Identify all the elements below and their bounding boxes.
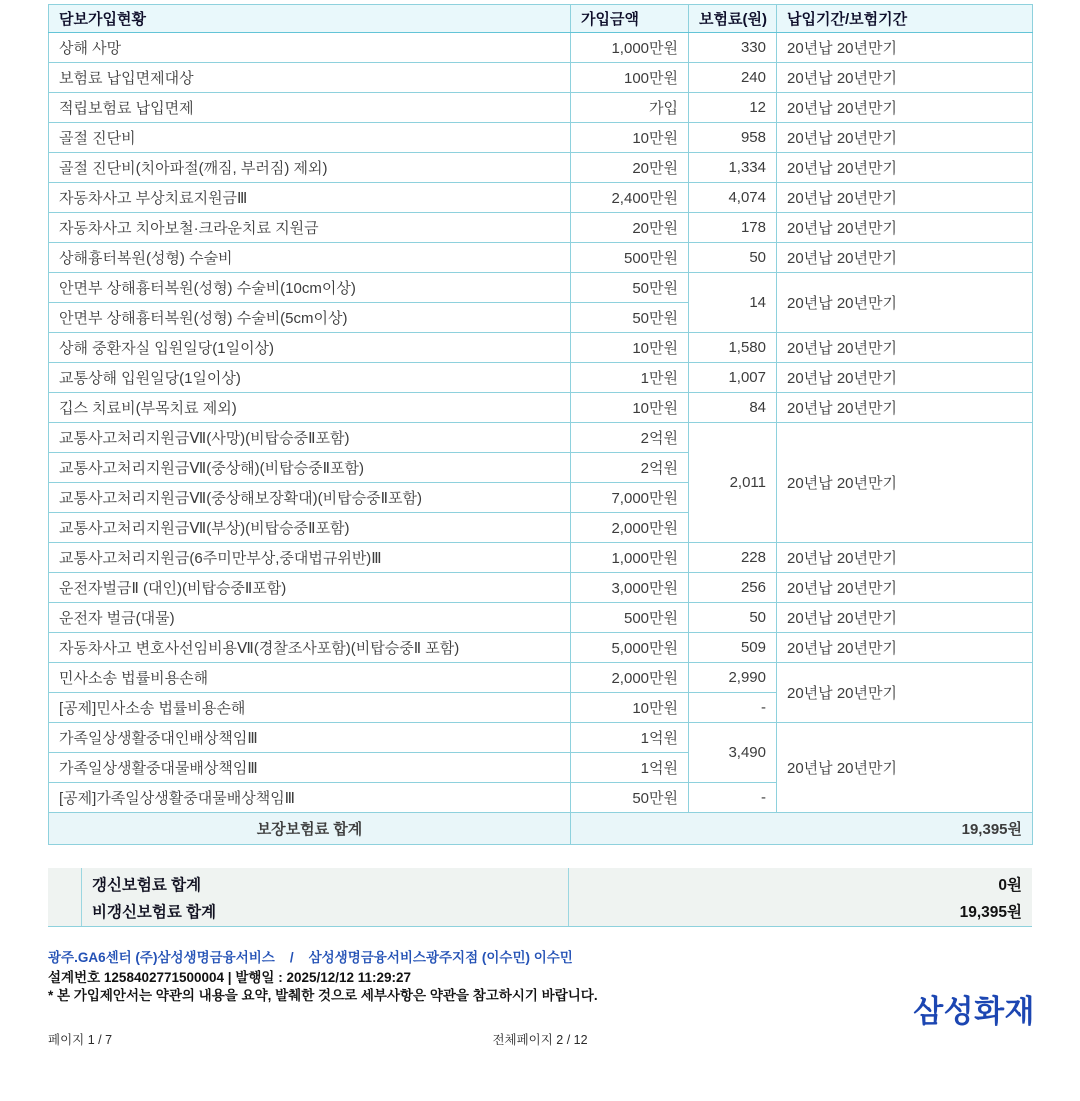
period-cell: 20년납 20년만기 [777, 243, 1033, 273]
period-cell: 20년납 20년만기 [777, 123, 1033, 153]
premium-cell: 1,580 [689, 333, 777, 363]
period-cell: 20년납 20년만기 [777, 393, 1033, 423]
coverage-row [49, 63, 1033, 93]
coverage-name-cell: 교통상해 입원일당(1일이상) [49, 363, 571, 393]
premium-cell: 3,490 [689, 723, 777, 783]
header-period: 납입기간/보험기간 [777, 5, 1033, 33]
amount-cell: 2억원 [571, 453, 689, 483]
premium-cell: 509 [689, 633, 777, 663]
header-amount: 가입금액 [571, 5, 689, 33]
header-premium: 보험료(원) [689, 5, 777, 33]
period-cell: 20년납 20년만기 [777, 63, 1033, 93]
period-cell: 20년납 20년만기 [777, 333, 1033, 363]
period-cell: 20년납 20년만기 [777, 543, 1033, 573]
premium-cell: 1,007 [689, 363, 777, 393]
coverage-name-cell: 가족일상생활중대물배상책임Ⅲ [49, 753, 571, 783]
coverage-row [49, 363, 1033, 393]
amount-cell: 1억원 [571, 723, 689, 753]
samsung-fire-logo: 삼성화재 [913, 994, 1035, 1029]
period-cell: 20년납 20년만기 [777, 663, 1033, 723]
amount-cell: 2억원 [571, 423, 689, 453]
period-cell: 20년납 20년만기 [777, 213, 1033, 243]
period-cell: 20년납 20년만기 [777, 573, 1033, 603]
coverage-name-cell: 보험료 납입면제대상 [49, 63, 571, 93]
premium-cell: 240 [689, 63, 777, 93]
coverage-row [49, 243, 1033, 273]
coverage-row [49, 573, 1033, 603]
amount-cell: 500만원 [571, 603, 689, 633]
coverage-name-cell: 민사소송 법률비용손해 [49, 663, 571, 693]
amount-cell: 1,000만원 [571, 33, 689, 63]
premium-cell: 4,074 [689, 183, 777, 213]
total-premium-value: 19,395원 [571, 813, 1033, 845]
amount-cell: 50만원 [571, 783, 689, 813]
coverage-row [49, 183, 1033, 213]
period-cell: 20년납 20년만기 [777, 273, 1033, 333]
coverage-table [48, 4, 1033, 845]
coverage-name-cell: [공제]가족일상생활중대물배상책임Ⅲ [49, 783, 571, 813]
premium-cell: 256 [689, 573, 777, 603]
coverage-name-cell: 안면부 상해흉터복원(성형) 수술비(5cm이상) [49, 303, 571, 333]
coverage-name-cell: 운전자벌금Ⅱ (대인)(비탑승중Ⅱ포함) [49, 573, 571, 603]
period-cell: 20년납 20년만기 [777, 153, 1033, 183]
page-number-global: 전체페이지 2 / 12 [492, 1033, 588, 1047]
coverage-name-cell: 상해 중환자실 입원일당(1일이상) [49, 333, 571, 363]
coverage-row [49, 543, 1033, 573]
premium-cell: 330 [689, 33, 777, 63]
amount-cell: 1만원 [571, 363, 689, 393]
renewal-total-label: 갱신보험료 합계 [92, 877, 202, 894]
premium-cell: 50 [689, 603, 777, 633]
premium-cell: 84 [689, 393, 777, 423]
total-premium-label: 보장보험료 합계 [49, 813, 571, 845]
premium-cell: 228 [689, 543, 777, 573]
coverage-name-cell: 골절 진단비 [49, 123, 571, 153]
coverage-row [49, 33, 1033, 63]
coverage-name-cell: 교통사고처리지원금(6주미만부상,중대법규위반)Ⅲ [49, 543, 571, 573]
period-cell: 20년납 20년만기 [777, 363, 1033, 393]
disclaimer-note: * 본 가입제안서는 약관의 내용을 요약, 발췌한 것으로 세부사항은 약관을 참고하시기 바랍니다. [48, 988, 598, 1003]
amount-cell: 10만원 [571, 123, 689, 153]
coverage-row [49, 633, 1033, 663]
coverage-row [49, 333, 1033, 363]
coverage-row [49, 273, 1033, 303]
coverage-name-cell: 교통사고처리지원금Ⅶ(사망)(비탑승중Ⅱ포함) [49, 423, 571, 453]
amount-cell: 7,000만원 [571, 483, 689, 513]
amount-cell: 50만원 [571, 273, 689, 303]
premium-cell: - [689, 783, 777, 813]
amount-cell: 3,000만원 [571, 573, 689, 603]
amount-cell: 500만원 [571, 243, 689, 273]
premium-cell: 14 [689, 273, 777, 333]
coverage-name-cell: 자동차사고 부상치료지원금Ⅲ [49, 183, 571, 213]
coverage-row [49, 603, 1033, 633]
amount-cell: 20만원 [571, 213, 689, 243]
page-number-local: 페이지 1 / 7 [48, 1033, 113, 1047]
coverage-row [49, 93, 1033, 123]
amount-cell: 2,000만원 [571, 663, 689, 693]
premium-cell: - [689, 693, 777, 723]
coverage-name-cell: 상해 사망 [49, 33, 571, 63]
amount-cell: 100만원 [571, 63, 689, 93]
coverage-name-cell: 적립보험료 납입면제 [49, 93, 571, 123]
nonrenewal-total-row [82, 897, 1032, 925]
period-cell: 20년납 20년만기 [777, 93, 1033, 123]
coverage-name-cell: 운전자 벌금(대물) [49, 603, 571, 633]
coverage-row [49, 723, 1033, 753]
coverage-name-cell: 교통사고처리지원금Ⅶ(중상해)(비탑승중Ⅱ포함) [49, 453, 571, 483]
coverage-row [49, 123, 1033, 153]
coverage-row [49, 393, 1033, 423]
agency-info-line: 광주.GA6센터 (주)삼성생명금융서비스 / 삼성생명금융서비스광주지점 (이수민) 이수민 [48, 950, 573, 965]
coverage-name-cell: 안면부 상해흉터복원(성형) 수술비(10cm이상) [49, 273, 571, 303]
amount-cell: 1억원 [571, 753, 689, 783]
premium-cell: 1,334 [689, 153, 777, 183]
coverage-name-cell: 가족일상생활중대인배상책임Ⅲ [49, 723, 571, 753]
premium-cell: 178 [689, 213, 777, 243]
total-premium-row [49, 813, 1033, 845]
coverage-name-cell: 자동차사고 변호사선임비용Ⅶ(경찰조사포함)(비탑승중Ⅱ 포함) [49, 633, 571, 663]
coverage-name-cell: [공제]민사소송 법률비용손해 [49, 693, 571, 723]
amount-cell: 10만원 [571, 333, 689, 363]
coverage-table-header-row [49, 5, 1033, 33]
coverage-row [49, 153, 1033, 183]
amount-cell: 2,000만원 [571, 513, 689, 543]
coverage-row [49, 213, 1033, 243]
coverage-name-cell: 교통사고처리지원금Ⅶ(중상해보장확대)(비탑승중Ⅱ포함) [49, 483, 571, 513]
header-coverage: 담보가입현황 [49, 5, 571, 33]
amount-cell: 5,000만원 [571, 633, 689, 663]
nonrenewal-total-value: 19,395원 [959, 904, 1022, 921]
coverage-row [49, 663, 1033, 693]
nonrenewal-total-label: 비갱신보험료 합계 [92, 904, 217, 921]
amount-cell: 가입 [571, 93, 689, 123]
premium-cell: 958 [689, 123, 777, 153]
amount-cell: 2,400만원 [571, 183, 689, 213]
coverage-name-cell: 상해흉터복원(성형) 수술비 [49, 243, 571, 273]
amount-cell: 20만원 [571, 153, 689, 183]
premium-cell: 12 [689, 93, 777, 123]
period-cell: 20년납 20년만기 [777, 633, 1033, 663]
premium-cell: 2,990 [689, 663, 777, 693]
period-cell: 20년납 20년만기 [777, 183, 1033, 213]
coverage-row [49, 423, 1033, 453]
coverage-name-cell: 골절 진단비(치아파절(깨짐, 부러짐) 제외) [49, 153, 571, 183]
amount-cell: 10만원 [571, 693, 689, 723]
amount-cell: 50만원 [571, 303, 689, 333]
renewal-total-value: 0원 [998, 877, 1022, 894]
coverage-name-cell: 깁스 치료비(부목치료 제외) [49, 393, 571, 423]
premium-cell: 50 [689, 243, 777, 273]
renewal-total-row [82, 870, 1032, 898]
period-cell: 20년납 20년만기 [777, 603, 1033, 633]
amount-cell: 10만원 [571, 393, 689, 423]
period-cell: 20년납 20년만기 [777, 423, 1033, 543]
design-number-line: 설계번호 1258402771500004 | 발행일 : 2025/12/12 11:29:27 [48, 970, 412, 985]
coverage-name-cell: 교통사고처리지원금Ⅶ(부상)(비탑승중Ⅱ포함) [49, 513, 571, 543]
period-cell: 20년납 20년만기 [777, 723, 1033, 813]
premium-cell: 2,011 [689, 423, 777, 543]
amount-cell: 1,000만원 [571, 543, 689, 573]
coverage-name-cell: 자동차사고 치아보철·크라운치료 지원금 [49, 213, 571, 243]
period-cell: 20년납 20년만기 [777, 33, 1033, 63]
renewal-summary-block [48, 868, 1032, 927]
